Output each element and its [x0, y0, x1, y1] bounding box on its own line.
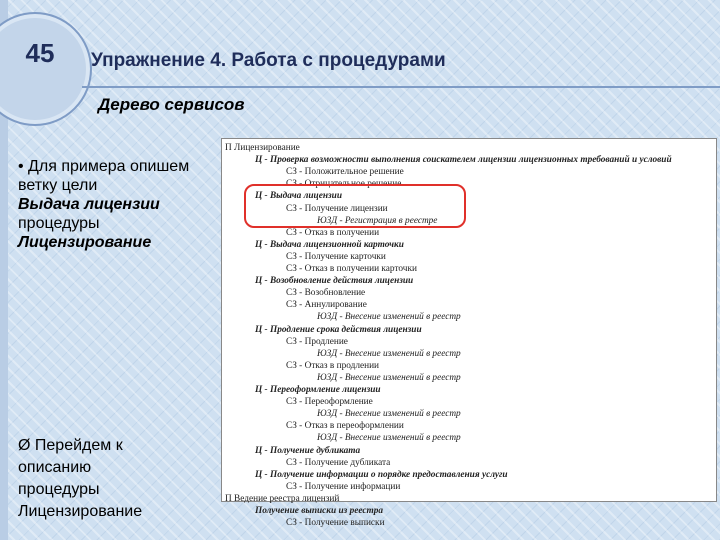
arrow-line: процедуры	[18, 481, 100, 498]
tree-line: Ц - Выдача лицензионной карточки	[255, 239, 404, 250]
tree-line: ЮЗД - Внесение изменений в реестр	[317, 433, 461, 444]
slide-title: Упражнение 4. Работа с процедурами	[91, 50, 446, 71]
tree-line: СЗ - Отрицательное решение	[286, 179, 402, 190]
tree-line: СЗ - Продление	[286, 336, 348, 347]
slide-number-circle	[0, 12, 92, 126]
tree-line: ЮЗД - Регистрация в реестре	[317, 215, 438, 226]
tree-line: П Лицензирование	[225, 143, 300, 153]
tree-line: СЗ - Получение дубликата	[286, 457, 391, 468]
tree-line: СЗ - Возобновление	[286, 288, 366, 299]
arrow-line: описанию	[18, 459, 92, 476]
bullet-line: процедуры	[18, 215, 100, 232]
slide-subtitle: Дерево сервисов	[98, 95, 245, 114]
tree-line: СЗ - Аннулирование	[286, 300, 367, 311]
bullet-line: • Для примера опишем	[18, 158, 190, 175]
highlight-license-branch	[244, 184, 466, 228]
arrow-line: Лицензирование	[18, 503, 143, 520]
tree-line: Ц - Получение информации о порядке предоставления услуги	[255, 469, 508, 480]
tree-line: Ц - Возобновление действия лицензии	[255, 276, 414, 287]
tree-line: СЗ - Отказ в переоформлении	[286, 421, 404, 432]
tree-line: СЗ - Получение лицензии	[286, 203, 388, 214]
tree-line: СЗ - Отказ в продлении	[286, 360, 380, 371]
tree-line: ЮЗД - Внесение изменений в реестр	[317, 348, 461, 359]
tree-line: ЮЗД - Внесение изменений в реестр	[317, 372, 461, 383]
tree-line: Получение выписки из реестра	[255, 506, 384, 516]
tree-line: СЗ - Положительное решение	[286, 167, 404, 178]
bullet-paragraph	[18, 157, 223, 252]
tree-line: СЗ - Отказ в получении	[286, 227, 380, 238]
bullet-line: ветку цели	[18, 177, 98, 194]
tree-line: СЗ - Получение информации	[286, 481, 401, 492]
tree-line: Ц - Выдача лицензии	[255, 191, 342, 202]
tree-line: П Ведение реестра лицензий	[225, 493, 340, 504]
bullet-line-emphasis: Выдача лицензии	[18, 196, 160, 213]
tree-line: Ц - Переоформление лицензии	[255, 385, 381, 395]
arrow-paragraph	[18, 435, 223, 523]
tree-line: Ц - Получение дубликата	[255, 445, 361, 456]
tree-line: ЮЗД - Внесение изменений в реестр	[317, 409, 461, 420]
arrow-line: Ø Перейдем к	[18, 437, 123, 454]
title-underline	[82, 86, 720, 88]
tree-line: СЗ - Получение карточки	[286, 251, 386, 262]
slide-number: 45	[25, 38, 55, 68]
tree-line: ЮЗД - Внесение изменений в реестр	[317, 312, 461, 323]
bullet-line-emphasis: Лицензирование	[18, 234, 152, 251]
tree-line: СЗ - Переоформление	[286, 397, 373, 408]
tree-line: СЗ - Отказ в получении карточки	[286, 264, 417, 274]
tree-line: Ц - Продление срока действия лицензии	[255, 324, 422, 335]
tree-line: Ц - Проверка возможности выполнения соискателем лицензии лицензионных требований и условий	[255, 155, 672, 166]
tree-line: СЗ - Получение выписки	[286, 518, 385, 529]
